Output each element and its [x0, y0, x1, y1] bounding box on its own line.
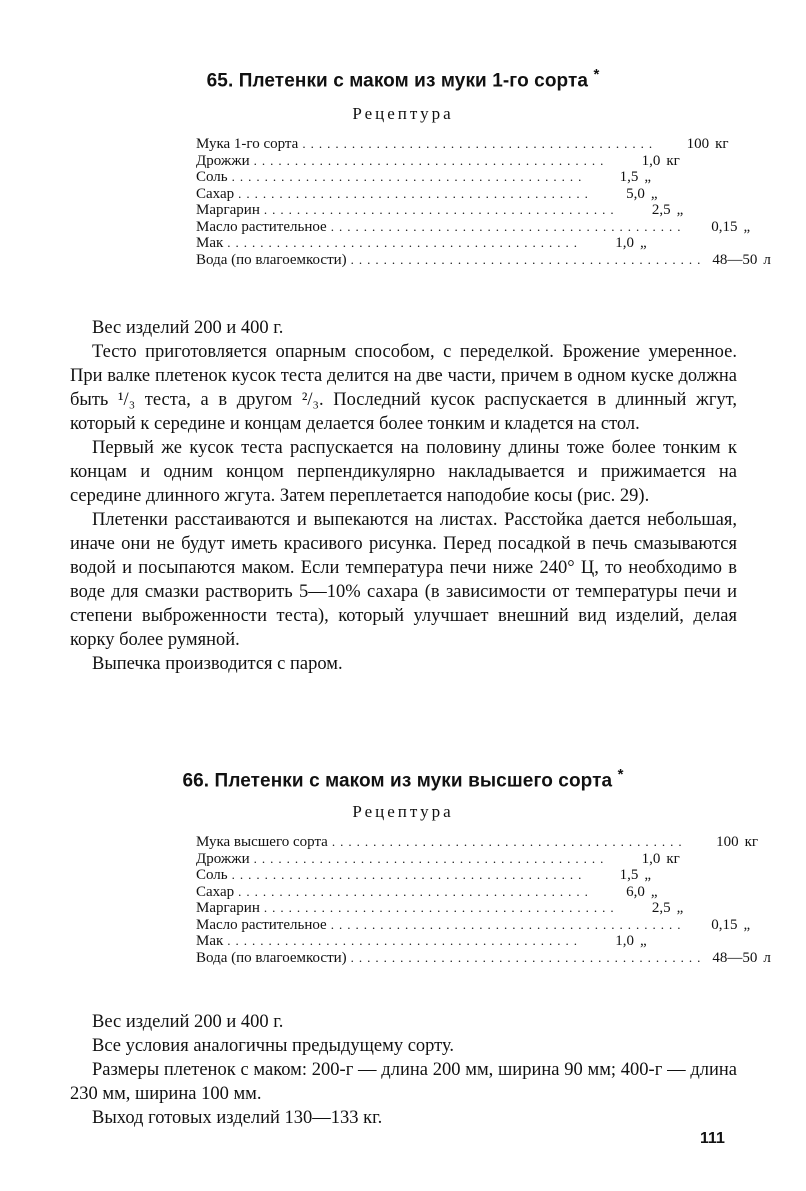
body-paragraph: Выход готовых изделий 130—133 кг.	[92, 1108, 383, 1128]
body-paragraph: Вес изделий 200 и 400 г.	[92, 318, 284, 338]
ingredient-row	[196, 185, 658, 203]
ingredient-name: Мак	[196, 235, 224, 251]
section-65-title-text: 65. Плетенки с маком из муки 1-го сорта	[206, 70, 589, 92]
ingredient-row	[196, 867, 652, 884]
ingredient-row	[196, 916, 751, 934]
leader-dots: ...........................................	[238, 185, 593, 201]
leader-dots: ...........................................	[350, 949, 706, 965]
ingredient-name: Вода (по влагоемкости)	[196, 251, 347, 268]
ingredient-row	[196, 883, 658, 901]
ingredient-amount: 1,0	[641, 152, 661, 169]
section-65-title	[0, 66, 806, 92]
ingredient-unit: л	[763, 949, 771, 966]
body-paragraph: Все условия аналогичны предыдущему сорту.	[92, 1036, 455, 1056]
body-paragraph: Размеры плетенок с маком: 200-г — длина 200 мм, ширина 90 мм; 400-г — длина 230 мм, ширина 100 мм.	[70, 1060, 737, 1104]
ingredient-name: Соль	[196, 867, 228, 883]
ingredient-row	[196, 850, 680, 868]
ingredient-row	[196, 169, 652, 186]
ingredient-name: Сахар	[196, 883, 235, 900]
section-65-recipe-label: Рецептура	[352, 104, 454, 123]
ingredient-unit: кг	[666, 850, 680, 867]
ingredient-row	[196, 136, 729, 153]
ingredient-amount: 100	[716, 834, 739, 850]
ingredient-unit: кг	[744, 834, 759, 850]
ingredient-name: Дрожжи	[196, 850, 250, 867]
leader-dots: ...........................................	[227, 933, 583, 948]
section-66-title-text: 66. Плетенки с маком из муки высшего сорта	[182, 770, 613, 792]
ingredient-amount: 1,5	[619, 169, 639, 185]
ingredient-row	[196, 933, 647, 950]
body-paragraph: Плетенки расстаиваются и выпекаются на листах. Расстойка дается небольшая, иначе они не будут иметь красивого рисунка. Перед посадкой в печь смазываются водой и посыпаются маком. Если температура печи ниже 240° Ц, то необходимо в воде для смазки растворить 5—10% сахара (в зависимости от температуры печи и степени выброженности теста), который улучшает внешний вид изделий, делая корку более румяной.	[70, 510, 737, 650]
leader-dots: ...........................................	[350, 251, 706, 267]
ingredient-row	[196, 235, 647, 252]
ingredient-amount: 100	[686, 136, 710, 152]
ingredient-row	[196, 900, 684, 917]
leader-dots: ...........................................	[253, 850, 609, 866]
section-65-body	[70, 316, 737, 676]
ingredient-row	[196, 251, 771, 269]
ingredient-name: Дрожжи	[196, 152, 250, 169]
ingredient-name: Мука высшего сорта	[196, 834, 328, 850]
page-number: 111	[700, 1130, 725, 1147]
leader-dots: ...........................................	[231, 867, 587, 882]
ingredient-amount: 5,0	[626, 185, 645, 202]
section-66-recipe-label: Рецептура	[352, 802, 454, 821]
ingredient-name: Вода (по влагоемкости)	[196, 949, 347, 966]
ingredient-amount: 0,15	[711, 916, 738, 933]
section-66-title-star: *	[617, 766, 624, 783]
body-paragraph: Первый же кусок теста распускается на половину длины тоже более тонким к концам и одним концом перпендикулярно накладывается и прижимается на середине длинного жгута. Затем переплетается наподобие косы (рис. 29).	[70, 438, 737, 506]
ingredient-name: Мак	[196, 933, 224, 949]
leader-dots: ...........................................	[330, 218, 686, 234]
ingredient-name: Маргарин	[196, 202, 260, 218]
ingredient-row	[196, 834, 759, 851]
leader-dots: ...........................................	[227, 235, 583, 250]
ingredient-unit: „	[743, 218, 751, 235]
leader-dots: ...........................................	[231, 169, 587, 184]
ingredient-amount: 1,0	[615, 235, 635, 251]
body-paragraph: Тесто приготовляется опарным способом, с переделкой. Брожение умеренное. При валке плетенок кусок теста делится на две части, причем в одном куске должна быть ¹/₃ теста, а в другом ²/₃. Последний кусок распускается в длинный жгут, который к середине и концам делается более тонким и кладется на стол.	[70, 342, 737, 434]
ingredient-amount: 1,0	[615, 933, 635, 949]
ingredient-amount: 48—50	[712, 251, 758, 268]
section-65-recipe-table	[196, 136, 771, 268]
leader-dots: ...........................................	[263, 202, 619, 217]
section-66-recipe-table	[196, 834, 771, 966]
ingredient-row	[196, 152, 680, 170]
leader-dots: ...........................................	[238, 883, 593, 899]
ingredient-row	[196, 202, 684, 219]
ingredient-name: Масло растительное	[196, 916, 327, 933]
ingredient-amount: 48—50	[712, 949, 758, 966]
ingredient-unit: „	[650, 883, 658, 900]
ingredient-unit: „	[640, 933, 647, 949]
ingredient-amount: 2,5	[651, 202, 671, 218]
ingredient-unit: „	[676, 900, 684, 916]
ingredient-row	[196, 949, 771, 967]
section-65-title-star: *	[593, 66, 600, 83]
ingredient-name: Мука 1-го сорта	[196, 136, 299, 152]
ingredient-name: Соль	[196, 169, 228, 185]
leader-dots: ...........................................	[330, 916, 686, 932]
ingredient-unit: „	[743, 916, 751, 933]
ingredient-row	[196, 218, 751, 236]
ingredient-unit: „	[640, 235, 647, 251]
leader-dots: ...........................................	[263, 900, 619, 915]
leader-dots: ...........................................	[302, 136, 658, 151]
section-66-body	[70, 1010, 737, 1130]
ingredient-unit: „	[644, 867, 652, 883]
body-paragraph: Вес изделий 200 и 400 г.	[92, 1012, 284, 1032]
ingredient-unit: кг	[715, 136, 729, 152]
ingredient-unit: кг	[666, 152, 680, 169]
ingredient-amount: 0,15	[711, 218, 738, 235]
ingredient-amount: 1,5	[619, 867, 639, 883]
ingredient-unit: „	[644, 169, 652, 185]
ingredient-unit: „	[676, 202, 684, 218]
ingredient-unit: л	[763, 251, 771, 268]
ingredient-name: Сахар	[196, 185, 235, 202]
leader-dots: ...........................................	[253, 152, 609, 168]
ingredient-unit: „	[650, 185, 658, 202]
section-66-title	[0, 766, 806, 792]
ingredient-amount: 2,5	[651, 900, 671, 916]
ingredient-name: Маргарин	[196, 900, 260, 916]
ingredient-amount: 1,0	[641, 850, 661, 867]
ingredient-amount: 6,0	[626, 883, 645, 900]
body-paragraph: Выпечка производится с паром.	[92, 654, 343, 674]
ingredient-name: Масло растительное	[196, 218, 327, 235]
leader-dots: ...........................................	[331, 834, 687, 849]
